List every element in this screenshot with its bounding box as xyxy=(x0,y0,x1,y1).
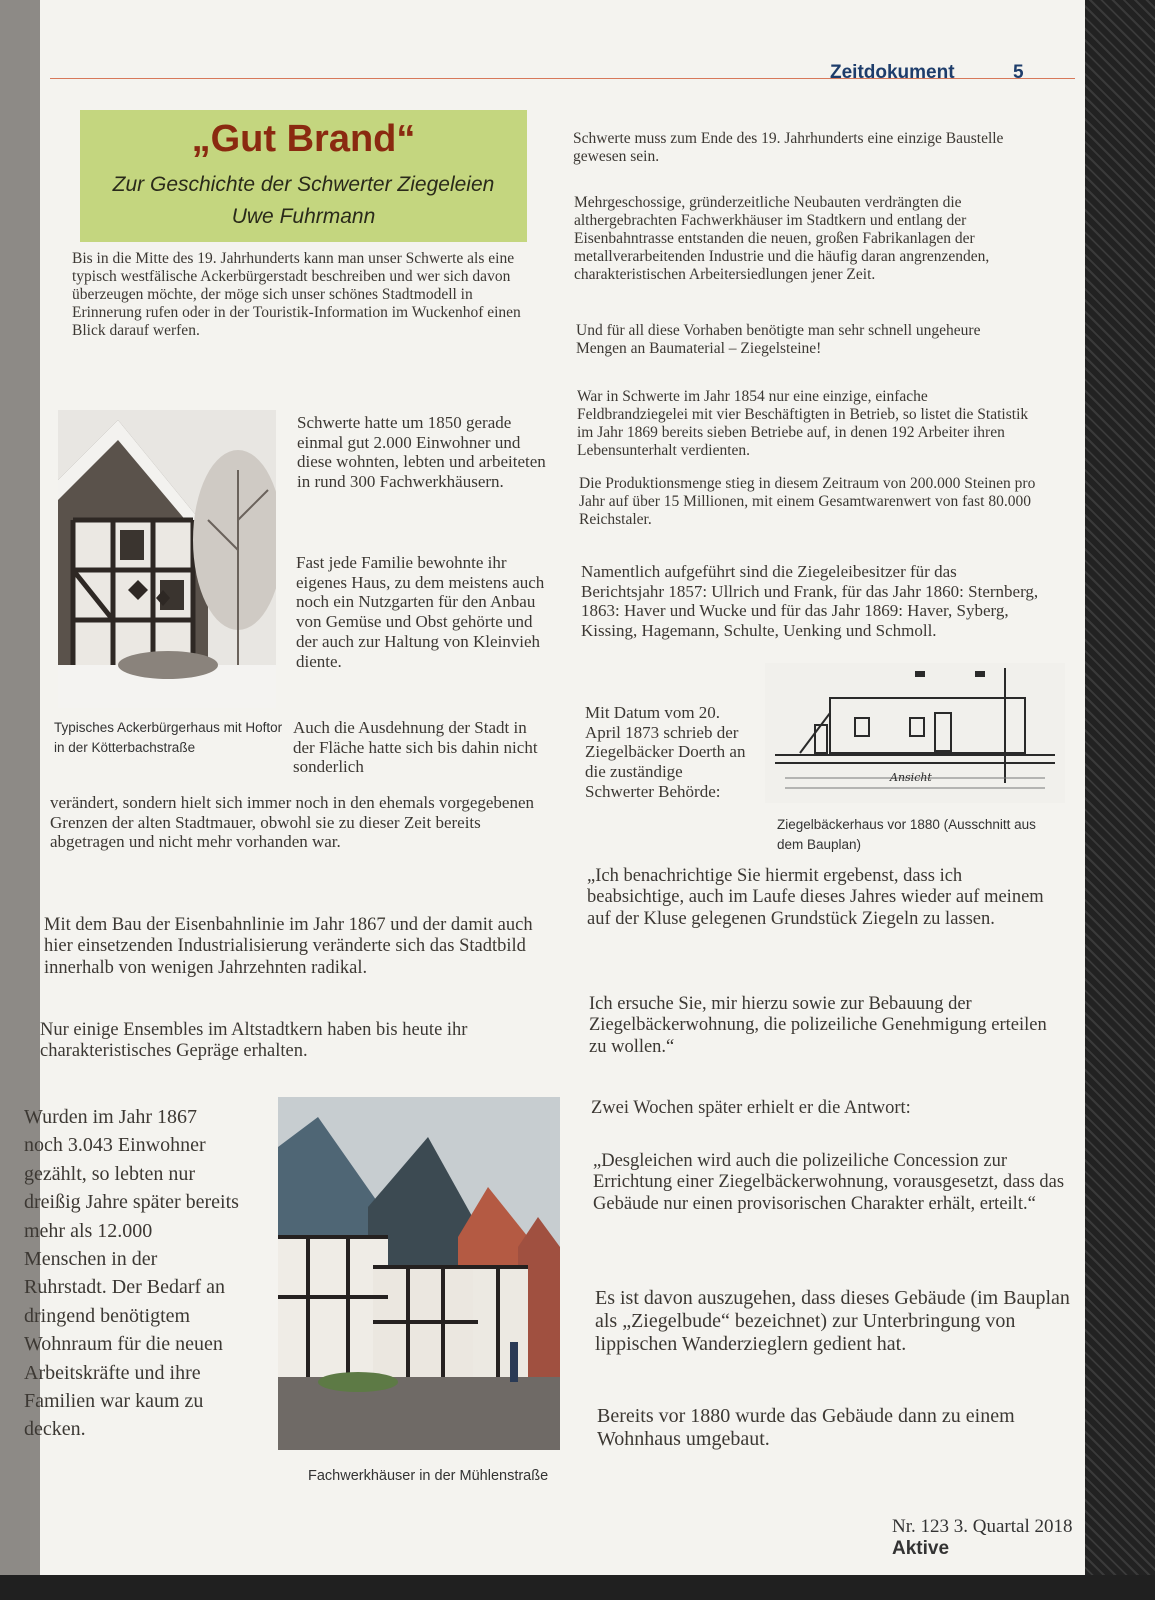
paragraph-ziegeleibesitzer: Namentlich aufgeführt sind die Ziegeleibesitzer für das Berichtsjahr 1857: Ullrich und Frank, für das Jahr 1860: Sternberg, 1863: Haver und Wucke und für das Jahr 1869: Haver, Syberg, Kissing, Hagemann, Schulte, Uenking und Schmoll. xyxy=(581,562,1039,641)
footer-issue: Nr. 123 3. Quartal 2018 xyxy=(892,1516,1073,1537)
paragraph-baumaterial: Und für all diese Vorhaben benötigte man sehr schnell ungeheure Mengen an Baumaterial – Ziegelsteine! xyxy=(576,322,981,357)
page-number: 5 xyxy=(1013,62,1024,83)
photo2-caption: Fachwerkhäuser in der Mühlenstraße xyxy=(308,1468,549,1484)
photo-ackerbuergerhaus xyxy=(58,410,276,708)
background-bottom xyxy=(0,1575,1155,1600)
sketch-label: Ansicht xyxy=(890,771,932,784)
header-section-title: Zeitdokument xyxy=(830,62,955,83)
article-author: Uwe Fuhrmann xyxy=(231,205,376,228)
photo1-caption: Typisches Ackerbürgerhaus mit Hoftor in der Kötterbachstraße xyxy=(54,720,283,755)
paragraph-ziegelei-1854: War in Schwerte im Jahr 1854 nur eine einzige, einfache Feldbrandziegelei mit vier Beschäftigten in Betrieb, so listet die Statistik im Jahr 1869 bereits sieben Betriebe auf, in denen 192 Arbeiter ihren Lebensunterhalt verdienten. xyxy=(577,388,1029,459)
paragraph-ziegelbude: Es ist davon auszugehen, dass dieses Gebäude (im Bauplan als „Ziegelbude“ bezeichnet) zur Unterbringung von lippischen Wanderzieglern gedient hat. xyxy=(595,1287,1070,1356)
quote-concession: „Desgleichen wird auch die polizeiliche Concession zur Errichtung einer Ziegelbäckerwohnung, vorausgesetzt, dass das Gebäude nur einen provisorischen Charakter erhält, erteilt.“ xyxy=(593,1151,1065,1214)
sketch-ziegelbaeckerhaus xyxy=(765,663,1065,803)
background-surface xyxy=(1085,0,1155,1600)
paragraph-baustelle: Schwerte muss zum Ende des 19. Jahrhunderts eine einzige Baustelle gewesen sein. xyxy=(573,130,1004,165)
paragraph-ausdehnung-start: Auch die Ausdehnung der Stadt in der Fläche hatte sich bis dahin nicht sonderlich xyxy=(293,718,538,777)
article-title-box xyxy=(80,110,527,242)
paragraph-antwort: Zwei Wochen später erhielt er die Antwort: xyxy=(591,1098,911,1118)
footer xyxy=(892,1516,1085,1560)
paragraph-einwohner-1850: Schwerte hatte um 1850 gerade einmal gut 2.000 Einwohner und diese wohnten, lebten und arbeiteten in rund 300 Fachwerkhäusern. xyxy=(297,413,546,492)
paragraph-ausdehnung-rest: verändert, sondern hielt sich immer noch in den ehemals vorgegebenen Grenzen der alten Stadtmauer, obwohl sie zu dieser Zeit bereits abgetragen und nicht mehr vorhanden war. xyxy=(50,793,535,852)
sketch-caption: Ziegelbäckerhaus vor 1880 (Ausschnitt aus dem Bauplan) xyxy=(777,817,1036,852)
article-title: „Gut Brand“ xyxy=(191,118,416,160)
intro-paragraph: Bis in die Mitte des 19. Jahrhunderts kann man unser Schwerte als eine typisch westfälische Ackerbürgerstadt beschreiben und wer sich davon überzeugen möchte, der möge sich unser schönes Stadtmodell in Erinnerung rufen oder in der Touristik-Information im Wuckenhof einen Blick darauf werfen. xyxy=(72,250,521,339)
paragraph-familie: Fast jede Familie bewohnte ihr eigenes Haus, zu dem meistens auch noch ein Nutzgarten für den Anbau von Gemüse und Obst gehörte und der auch zur Haltung von Kleinvieh diente. xyxy=(296,553,545,671)
magazine-page xyxy=(24,0,1085,1575)
photo-muehlenstrasse xyxy=(278,1097,560,1450)
quote-genehmigung: Ich ersuche Sie, mir hierzu sowie zur Bebauung der Ziegelbäckerwohnung, die polizeiliche Genehmigung erteilen zu wollen.“ xyxy=(589,994,1047,1057)
paragraph-produktionsmenge: Die Produktionsmenge stieg in diesem Zeitraum von 200.000 Steinen pro Jahr auf über 15 Millionen, mit einem Gesamtwarenwert von fast 80.000 Reichstaler. xyxy=(579,475,1036,528)
footer-brand: Aktive xyxy=(892,1538,950,1559)
article-subtitle: Zur Geschichte der Schwerter Ziegeleien xyxy=(112,173,495,196)
paragraph-doerth: Mit Datum vom 20. April 1873 schrieb der Ziegelbäcker Doerth an die zuständige Schwerter Behörde: xyxy=(585,703,746,801)
paragraph-eisenbahn: Mit dem Bau der Eisenbahnlinie im Jahr 1867 und der damit auch hier einsetzenden Industrialisierung veränderte sich das Stadtbild innerhalb von wenigen Jahrzehnten radikal. xyxy=(44,915,533,978)
paragraph-wohnhaus: Bereits vor 1880 wurde das Gebäude dann zu einem Wohnhaus umgebaut. xyxy=(597,1405,1015,1451)
paragraph-neubauten: Mehrgeschossige, gründerzeitliche Neubauten verdrängten die althergebrachten Fachwerkhäuser im Stadtkern und entlang der Eisenbahntrasse entstanden die neuen, großen Fabrikanlagen der metallverarbeitenden Industrie und die häufig daran angrenzenden, charakteristischen Arbeitersiedlungen jener Zeit. xyxy=(574,194,990,283)
paragraph-ensembles: Nur einige Ensembles im Altstadtkern haben bis heute ihr charakteristisches Gepräge erhalten. xyxy=(40,1020,468,1062)
paragraph-einwohner-1867: Wurden im Jahr 1867 noch 3.043 Einwohner gezählt, so lebten nur dreißig Jahre später bereits mehr als 12.000 Menschen in der Ruhrstadt. Der Bedarf an dringend benötigtem Wohnraum für die neuen Arbeitskräfte und ihre Familien war kaum zu decken. xyxy=(24,1106,239,1441)
quote-benachrichtigung: „Ich benachrichtige Sie hiermit ergebenst, dass ich beabsichtige, auch im Laufe dieses Jahres wieder auf meinem auf der Kluse gelegenen Grundstück Ziegeln zu lassen. xyxy=(587,866,1044,929)
